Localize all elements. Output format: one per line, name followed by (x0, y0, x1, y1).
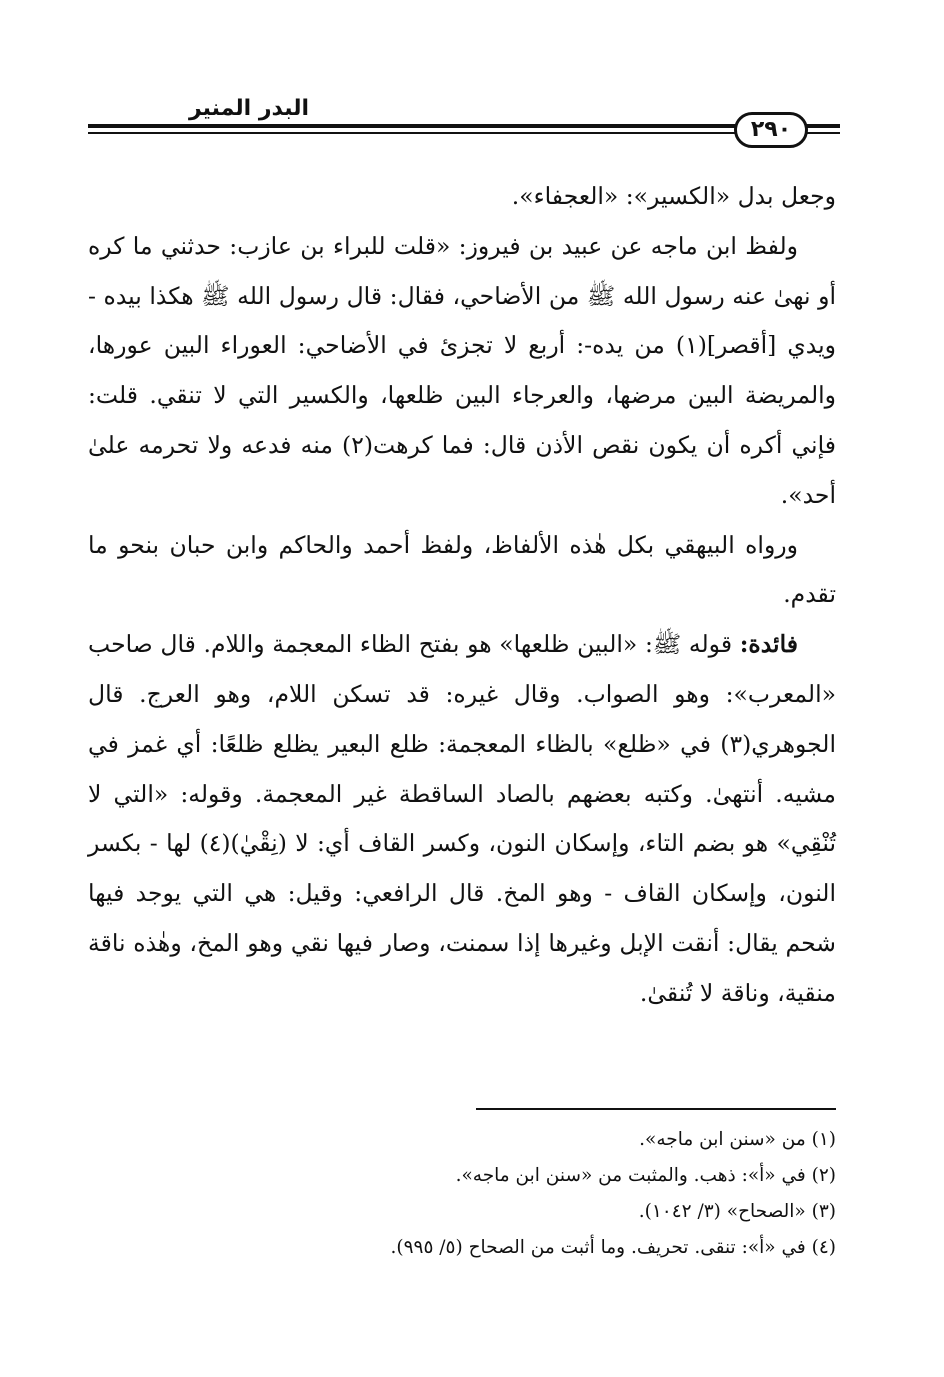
page-number: ٢٩٠ (734, 112, 808, 148)
footnote: (٤) في «أ»: تنقى. تحريف. وما أثبت من الصحاح (٥/ ٩٩٥). (390, 1237, 836, 1258)
note-label: فائدة: (739, 630, 798, 659)
main-text (88, 172, 836, 1019)
footnote: (٢) في «أ»: ذهب. والمثبت من «سنن ابن ماجه». (455, 1165, 836, 1186)
header-rule (88, 132, 736, 134)
paragraph-text: قوله ﷺ: «البين ظلعها» هو بفتح الظاء المعجمة واللام. قال صاحب «المعرب»: وهو الصواب. وقال غيره: قد تسكن اللام، وهو العرج. قال الجوهري(٣) في «ظلع» بالظاء المعجمة: ظلع البعير يظلع ظلعًا: أي غمز في مشيه. أنتهىٰ. وكتبه بعضهم بالصاد الساقطة غير المعجمة. وقوله: «التي لا تُنْقِي» هو بضم التاء، وإسكان النون، وكسر القاف أي: لا (نِقْيٰ)(٤) لها - بكسر النون، وإسكان القاف - وهو المخ. قال الرافعي: وقيل: هي التي يوجد فيها شحم يقال: أنقت الإبل وغيرها إذا سمنت، وصار فيها نقي وهو المخ، وهٰذه ناقة منقية، وناقة لا تُنقىٰ. (88, 630, 837, 1007)
page-header (88, 96, 840, 166)
footnote-separator (476, 1108, 836, 1110)
footnotes (120, 1122, 836, 1266)
paragraph: ولفظ ابن ماجه عن عبيد بن فيروز: «قلت للبراء بن عازب: حدثني ما كره أو نهىٰ عنه رسول الله ﷺ من الأضاحي، فقال: قال رسول الله ﷺ هكذا بيده - ويدي [أقصر](١) من يده-: أربع لا تجزئ في الأضاحي: العوراء البين عورها، والمريضة البين مرضها، والعرجاء البين ظلعها، والكسير التي لا تنقي. قلت: فإني أكره أن يكون نقص الأذن قال: فما كرهت(٢) منه فدعه ولا تحرمه علىٰ أحد». (88, 231, 836, 509)
paragraph: ورواه البيهقي بكل هٰذه الألفاظ، ولفظ أحمد والحاكم وابن حبان بنحو ما تقدم. (88, 530, 836, 609)
header-rule (88, 124, 736, 128)
footnote: (١) من «سنن ابن ماجه». (639, 1129, 836, 1150)
header-rule (806, 132, 840, 134)
header-rule (806, 124, 840, 128)
running-title: البدر المنير (188, 96, 309, 121)
paragraph: وجعل بدل «الكسير»: «العجفاء». (511, 182, 836, 210)
footnote: (٣) «الصحاح» (٣/ ١٠٤٢). (638, 1201, 836, 1222)
paragraph (88, 620, 836, 1018)
